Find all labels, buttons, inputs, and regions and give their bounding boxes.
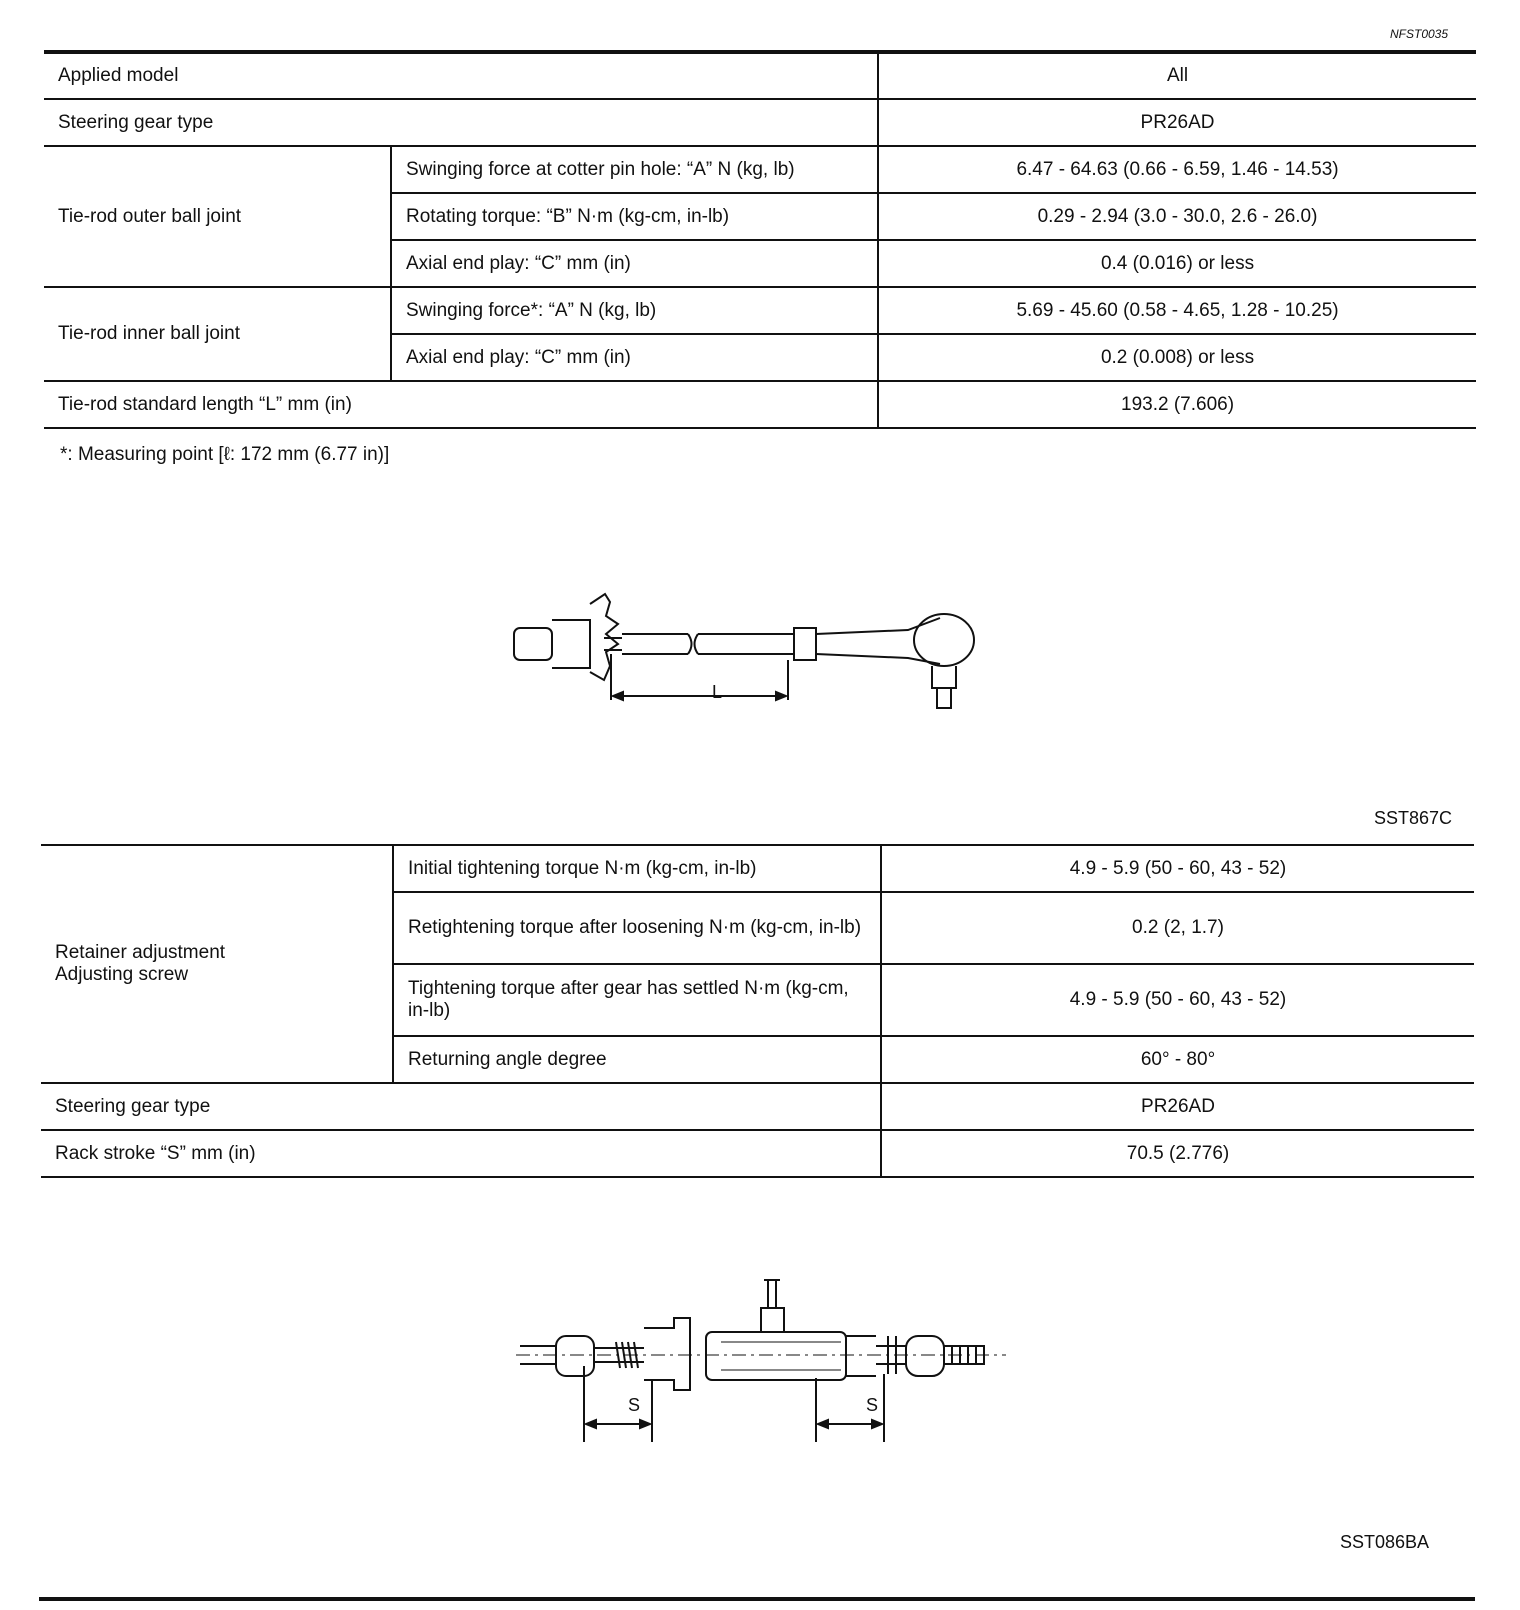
rack-stroke-diagram xyxy=(516,1270,1006,1450)
outer-ball-joint-label: Tie-rod outer ball joint xyxy=(44,146,391,287)
row-label: Swinging force at cotter pin hole: “A” N (kg, lb) xyxy=(391,146,878,193)
table-row xyxy=(44,287,1476,334)
gear-type-label: Steering gear type xyxy=(41,1083,881,1130)
applied-model-value: All xyxy=(878,52,1476,99)
gear-type-value: PR26AD xyxy=(878,99,1476,146)
figure-code: SST867C xyxy=(1374,808,1453,828)
retainer-label: Retainer adjustment xyxy=(55,942,226,963)
row-value: 4.9 - 5.9 (50 - 60, 43 - 52) xyxy=(881,845,1474,892)
row-value: 0.29 - 2.94 (3.0 - 30.0, 2.6 - 26.0) xyxy=(878,193,1476,240)
table-row xyxy=(44,381,1476,428)
table-row xyxy=(44,99,1476,146)
row-label: Rotating torque: “B” N·m (kg-cm, in-lb) xyxy=(391,193,878,240)
row-value: 0.2 (2, 1.7) xyxy=(881,892,1474,964)
tie-rod-length-value: 193.2 (7.606) xyxy=(878,381,1476,428)
document-code: NFST0035 xyxy=(1390,27,1449,41)
rack-stroke-value: 70.5 (2.776) xyxy=(881,1130,1474,1177)
table-row xyxy=(41,1130,1474,1177)
table-row xyxy=(41,845,1474,892)
rack-stroke-label: Rack stroke “S” mm (in) xyxy=(41,1130,881,1177)
row-label: Retightening torque after loosening N·m (kg-cm, in-lb) xyxy=(393,892,881,964)
retainer-adjustment-label xyxy=(41,845,393,1083)
row-value: 0.2 (0.008) or less xyxy=(878,334,1476,381)
row-label: Initial tightening torque N·m (kg-cm, in-lb) xyxy=(393,845,881,892)
dimension-s-right-label: S xyxy=(866,1395,879,1415)
tie-rod-diagram xyxy=(500,590,1000,730)
row-value: 6.47 - 64.63 (0.66 - 6.59, 1.46 - 14.53) xyxy=(878,146,1476,193)
row-label: Returning angle degree xyxy=(393,1036,881,1083)
bottom-rule xyxy=(39,1597,1475,1601)
row-label: Swinging force*: “A” N (kg, lb) xyxy=(391,287,878,334)
row-value: 0.4 (0.016) or less xyxy=(878,240,1476,287)
tie-rod-spec-table xyxy=(44,50,1476,429)
gear-type-label: Steering gear type xyxy=(44,99,878,146)
gear-type-value: PR26AD xyxy=(881,1083,1474,1130)
row-label: Tightening torque after gear has settled N·m (kg-cm, in-lb) xyxy=(393,964,881,1036)
row-label: Axial end play: “C” mm (in) xyxy=(391,334,878,381)
dimension-s-left-label: S xyxy=(628,1395,641,1415)
dimension-l-label: L xyxy=(712,682,723,702)
row-label: Axial end play: “C” mm (in) xyxy=(391,240,878,287)
adjusting-screw-label: Adjusting screw xyxy=(55,964,189,985)
table-row xyxy=(44,52,1476,99)
table-row xyxy=(41,1083,1474,1130)
tie-rod-length-label: Tie-rod standard length “L” mm (in) xyxy=(44,381,878,428)
footnote: *: Measuring point [ℓ: 172 mm (6.77 in)] xyxy=(60,444,390,465)
row-value: 5.69 - 45.60 (0.58 - 4.65, 1.28 - 10.25) xyxy=(878,287,1476,334)
retainer-spec-table xyxy=(41,844,1474,1178)
figure-code: SST086BA xyxy=(1340,1532,1430,1552)
row-value: 4.9 - 5.9 (50 - 60, 43 - 52) xyxy=(881,964,1474,1036)
inner-ball-joint-label: Tie-rod inner ball joint xyxy=(44,287,391,381)
table-row xyxy=(44,146,1476,193)
row-value: 60° - 80° xyxy=(881,1036,1474,1083)
applied-model-label: Applied model xyxy=(44,52,878,99)
